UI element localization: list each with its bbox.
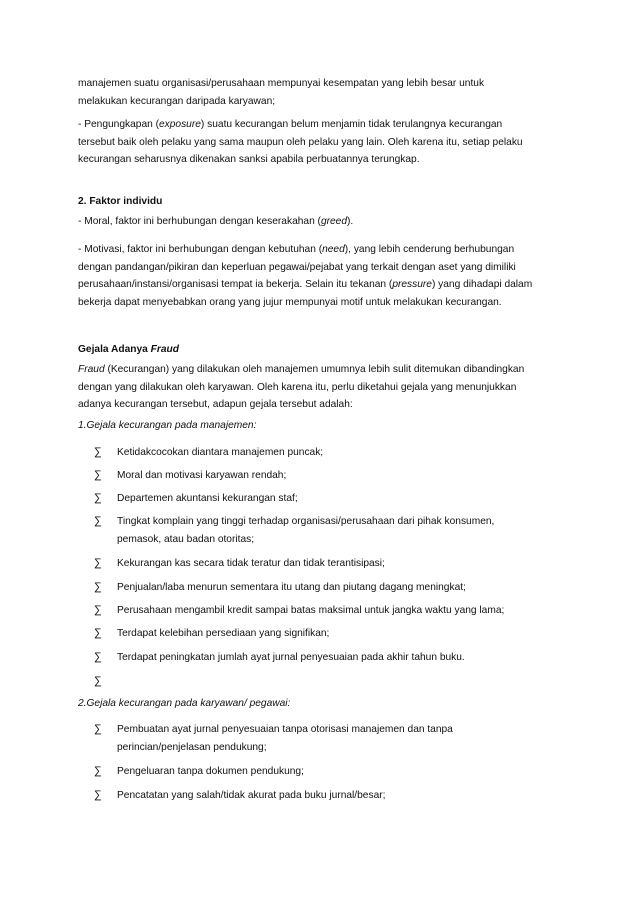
list-item <box>117 721 557 756</box>
text-line: pemasok, atau badan otoritas; <box>117 533 255 545</box>
italic-term: Fraud <box>150 344 179 355</box>
paragraph-gejala-intro <box>78 361 570 414</box>
paragraph-moral <box>78 213 570 231</box>
list-item: Terdapat kelebihan persediaan yang signifikan; <box>117 628 330 639</box>
list-item: Departemen akuntansi kekurangan staf; <box>117 493 298 504</box>
text-line: Pembuatan ayat jurnal penyesuaian tanpa otorisasi manajemen dan tanpa <box>117 724 453 735</box>
paragraph-motivasi <box>78 241 570 311</box>
text-span: ), yang lebih cenderung berhubungan <box>344 244 515 255</box>
heading-gejala-fraud <box>78 341 570 359</box>
list-item: Terdapat peningkatan jumlah ayat jurnal penyesuaian pada akhir tahun buku. <box>117 652 465 663</box>
list-item: Ketidakcocokan diantara manajemen puncak; <box>117 447 324 458</box>
list-item: Kekurangan kas secara tidak teratur dan tidak terantisipasi; <box>117 558 385 569</box>
text-line: bekerja dapat menyebabkan orang yang jujur mempunyai motif untuk melakukan kecurangan. <box>78 296 502 308</box>
heading-faktor-individu: 2. Faktor individu <box>78 196 163 207</box>
list-item <box>117 513 557 548</box>
italic-term: pressure <box>392 279 432 291</box>
bullet-sigma-icon: ∑ <box>94 675 102 687</box>
bullet-sigma-icon: ∑ <box>94 446 102 458</box>
text-line: adanya kecurangan tersebut, adapun gejala tersebut adalah: <box>78 399 353 411</box>
text-span: (Kecurangan) yang dilakukan oleh manajemen umumnya lebih sulit ditemukan dibandingkan <box>104 364 525 375</box>
paragraph-pengungkapan <box>78 116 570 169</box>
text-line: melakukan kecurangan daripada karyawan; <box>78 95 276 107</box>
list-item: Moral dan motivasi karyawan rendah; <box>117 470 287 481</box>
text-span: - Motivasi, faktor ini berhubungan dengan kebutuhan ( <box>78 244 323 255</box>
text-line: Tingkat komplain yang tinggi terhadap organisasi/perusahaan dari pihak konsumen, <box>117 516 495 527</box>
italic-term: exposure <box>159 119 201 130</box>
bullet-sigma-icon: ∑ <box>94 627 102 639</box>
list-item: Pencatatan yang salah/tidak akurat pada buku jurnal/besar; <box>117 790 386 801</box>
subheading-gejala-manajemen: 1.Gejala kecurangan pada manajemen: <box>78 420 257 431</box>
bullet-sigma-icon: ∑ <box>94 492 102 504</box>
text-span: ) suatu kecurangan belum menjamin tidak terulangnya kecurangan <box>200 119 503 130</box>
text-line: kecurangan seharusnya dikenakan sanksi apabila perbuatannya terungkap. <box>78 154 420 166</box>
text-line: dengan pandangan/pikiran dan keperluan pegawai/pejabat yang terkait dengan aset yang dimiliki <box>78 261 516 273</box>
text-span: - Moral, faktor ini berhubungan dengan keserakahan ( <box>78 216 321 227</box>
bullet-sigma-icon: ∑ <box>94 789 102 801</box>
text-line <box>78 213 570 231</box>
bullet-sigma-icon: ∑ <box>94 651 102 663</box>
text-line <box>78 361 570 379</box>
text-line: manajemen suatu organisasi/perusahaan mempunyai kesempatan yang lebih besar untuk <box>78 78 485 89</box>
text-line <box>78 116 570 134</box>
text-span: ). <box>347 216 354 227</box>
text-span: Gejala Adanya <box>78 344 151 355</box>
subheading-gejala-karyawan: 2.Gejala kecurangan pada karyawan/ pegawai: <box>78 698 291 709</box>
text-line: tersebut baik oleh pelaku yang sama maupun oleh pelaku yang lain. Oleh karena itu, setiap pelaku <box>78 136 523 148</box>
text-line <box>78 241 570 259</box>
bullet-sigma-icon: ∑ <box>94 581 102 593</box>
bullet-sigma-icon: ∑ <box>94 515 102 527</box>
bullet-sigma-icon: ∑ <box>94 469 102 481</box>
bullet-sigma-icon: ∑ <box>94 604 102 616</box>
bullet-sigma-icon: ∑ <box>94 557 102 569</box>
text-span: perusahaan/instansi/organisasi tempat ia bekerja. Selain itu tekanan ( <box>78 279 393 291</box>
bullet-sigma-icon: ∑ <box>94 723 102 735</box>
list-item: Pengeluaran tanpa dokumen pendukung; <box>117 766 304 777</box>
paragraph-manajemen-kesempatan <box>78 75 570 110</box>
text-line <box>78 276 570 294</box>
text-span: - Pengungkapan ( <box>78 119 159 130</box>
italic-term: need <box>322 244 345 255</box>
text-line: perincian/penjelasan pendukung; <box>117 741 267 753</box>
list-item: Penjualan/laba menurun sementara itu utang dan piutang dagang meningkat; <box>117 582 466 593</box>
italic-term: greed <box>320 216 348 227</box>
text-span: ) yang dihadapi dalam <box>431 279 533 291</box>
text-line: dengan yang dilakukan oleh karyawan. Oleh karena itu, perlu diketahui gejala yang menunjukkan <box>78 381 517 393</box>
list-item: Perusahaan mengambil kredit sampai batas maksimal untuk jangka waktu yang lama; <box>117 605 505 616</box>
bullet-sigma-icon: ∑ <box>94 765 102 777</box>
italic-term: Fraud <box>78 364 105 375</box>
